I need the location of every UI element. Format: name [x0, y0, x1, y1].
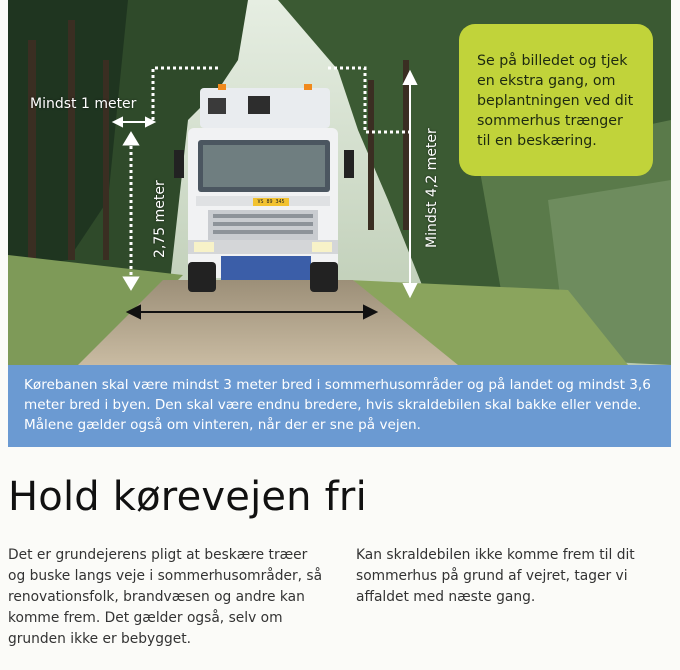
article-headline: Hold kørevejen fri [8, 474, 367, 520]
garbage-truck [174, 84, 354, 292]
article-right-paragraph: Kan skraldebilen ikke komme frem til dit sommerhus på grund af vejret, tager vi affaldet med næste gang. [356, 547, 635, 605]
tip-callout: Se på billedet og tjek en ekstra gang, om beplantningen ved dit sommerhus trænger til en beskæring. [459, 24, 653, 176]
article-left-paragraph: Det er grundejerens pligt at beskære træer og buske langs veje i sommerhusområder, så renovationsfolk, brandvæsen og andre kan komme frem. Det gælder også, selv om grunden ikke er bebygget. [8, 547, 323, 647]
truck-plate: VS 89 345 [257, 199, 285, 205]
min-height-label: Mindst 4,2 meter [424, 128, 440, 248]
road-width-caption: Kørebanen skal være mindst 3 meter bred i sommerhusområder og på landet og mindst 3,6 meter bred i byen. Den skal være endnu bredere, hvis skraldebilen skal bakke eller vende. Målene gælder også om vinteren, når der er sne på vejen. [8, 365, 671, 447]
truck-height-label: 2,75 meter [152, 180, 168, 258]
min-width-label: Mindst 1 meter [30, 96, 137, 112]
